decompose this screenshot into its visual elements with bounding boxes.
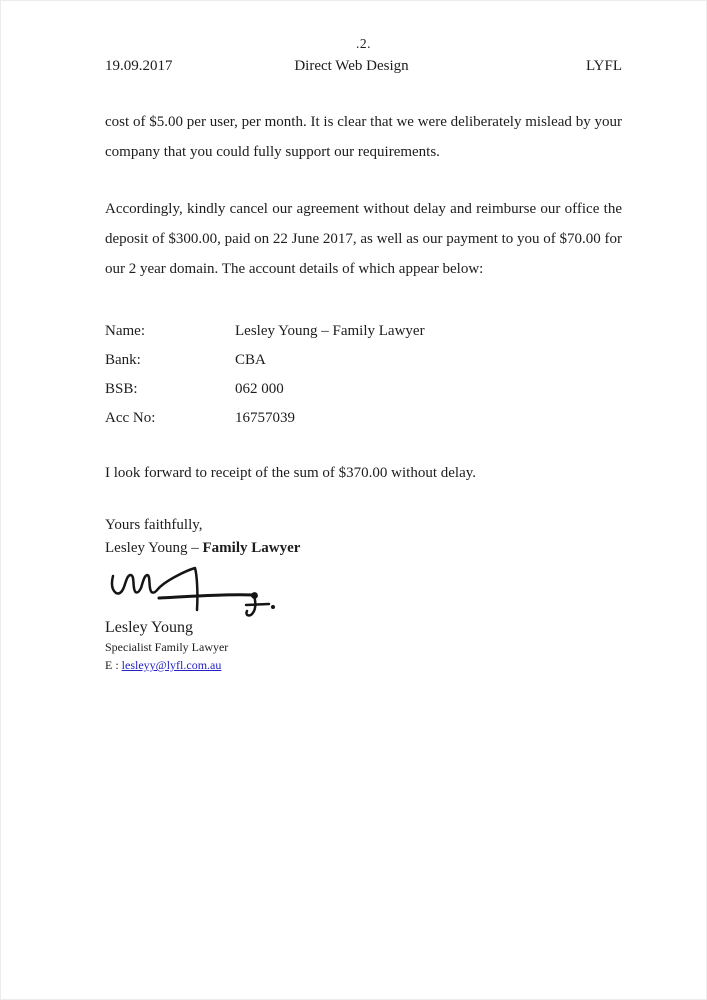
signoff-title: Family Lawyer xyxy=(202,540,301,556)
account-row-bsb xyxy=(105,375,622,404)
signoff-line xyxy=(105,537,622,560)
account-value: CBA xyxy=(235,352,266,368)
paragraph-cancel: Accordingly, kindly cancel our agreement without delay and reimburse our office the deposit of $300.00, paid on 22 June 2017, as well as our payment to you of $70.00 for our 2 year domain. The account details of which appear below: xyxy=(105,201,623,277)
header-title: Direct Web Design xyxy=(294,58,409,74)
email-label: E : xyxy=(105,658,122,672)
account-row-accno xyxy=(105,404,622,433)
sender-title: Specialist Family Lawyer xyxy=(105,640,229,654)
account-label: BSB: xyxy=(105,381,138,397)
account-row-name xyxy=(105,317,622,346)
signature-block xyxy=(105,563,622,615)
email-link[interactable]: lesleyy@lyfl.com.au xyxy=(121,658,222,672)
letter-header xyxy=(105,56,622,76)
account-value: 062 000 xyxy=(235,381,284,397)
account-value: Lesley Young – Family Lawyer xyxy=(235,323,425,339)
sender-name: Lesley Young xyxy=(105,619,194,636)
signature-scribble-icon xyxy=(105,563,285,615)
paragraph-cost: cost of $5.00 per user, per month. It is clear that we were deliberately mislead by your company that you could fully support our requirements. xyxy=(105,114,622,160)
paragraph-lookforward: I look forward to receipt of the sum of $370.00 without delay. xyxy=(105,465,477,481)
header-reference: LYFL xyxy=(586,58,622,74)
page-number: .2. xyxy=(356,36,371,51)
account-value: 16757039 xyxy=(235,410,295,426)
account-details xyxy=(105,317,622,433)
account-label: Name: xyxy=(105,323,145,339)
header-date: 19.09.2017 xyxy=(105,58,173,74)
signoff-name: Lesley Young – xyxy=(105,540,203,556)
valediction: Yours faithfully, xyxy=(105,517,203,533)
account-row-bank xyxy=(105,346,622,375)
sender-email-line xyxy=(105,656,622,674)
account-label: Acc No: xyxy=(105,410,156,426)
account-label: Bank: xyxy=(105,352,141,368)
closing-block xyxy=(105,514,622,560)
